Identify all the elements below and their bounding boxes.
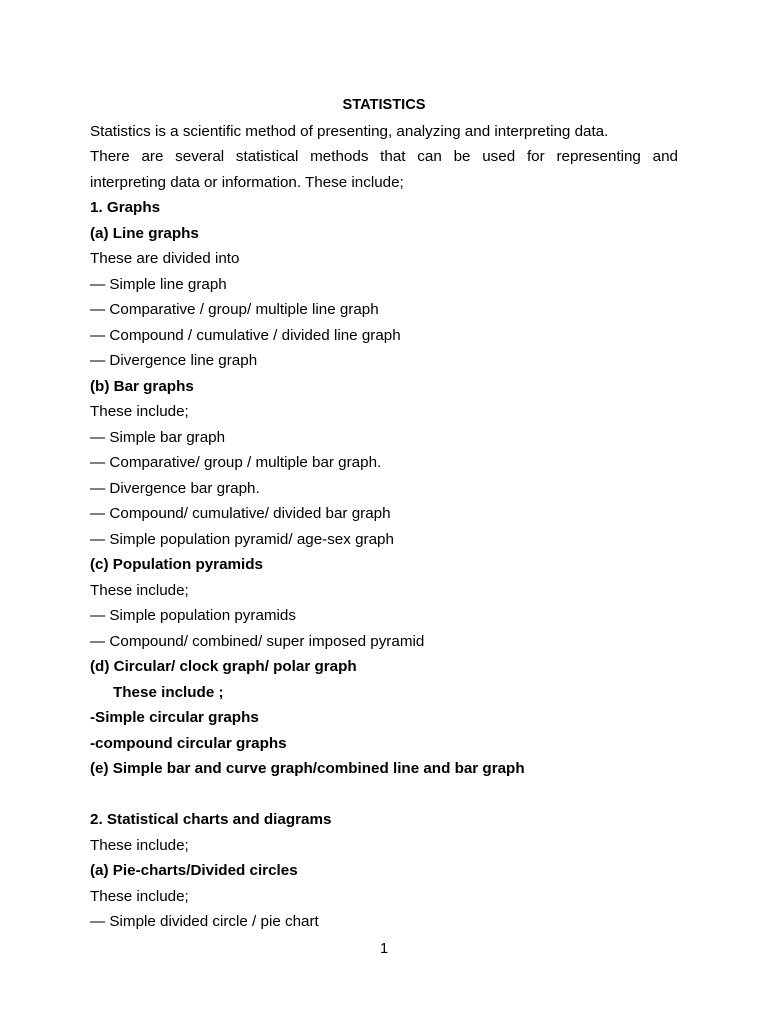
page-title: STATISTICS (342, 97, 426, 113)
list-item: — Simple line graph (90, 275, 227, 293)
list-item: — Simple population pyramids (90, 607, 296, 624)
subheading-line-graphs: (a) Line graphs (90, 224, 199, 242)
spacer (90, 782, 678, 808)
subheading-bar-graphs: (b) Bar graphs (90, 377, 194, 395)
page-number: 1 (379, 941, 389, 957)
line-graphs-intro: These are divided into (90, 250, 240, 267)
list-item: — Comparative/ group / multiple bar graph. (90, 454, 382, 471)
charts-intro: These include; (90, 836, 189, 854)
circular-graphs-intro: These include ; (113, 683, 224, 701)
section-heading-graphs: 1. Graphs (90, 199, 161, 216)
list-item: — Comparative / group/ multiple line graph (90, 301, 379, 318)
subheading-circular-graphs: (d) Circular/ clock graph/ polar graph (90, 658, 357, 675)
section-heading-charts: 2. Statistical charts and diagrams (90, 811, 332, 828)
subheading-population-pyramids: (c) Population pyramids (90, 556, 263, 573)
pie-charts-intro: These include; (90, 887, 189, 905)
list-item: — Divergence line graph (90, 352, 258, 369)
list-item: — Simple population pyramid/ age-sex graph (90, 530, 394, 548)
list-item: — Compound/ combined/ super imposed pyramid (90, 632, 425, 650)
methods-paragraph-line-2: interpreting data or information. These include; (90, 173, 404, 191)
list-item: — Compound / cumulative / divided line graph (90, 326, 401, 344)
list-item: -Simple circular graphs (90, 709, 259, 726)
population-pyramids-intro: These include; (90, 581, 189, 599)
intro-paragraph: Statistics is a scientific method of presenting, analyzing and interpreting data. (90, 122, 609, 140)
methods-paragraph-line-1: There are several statistical methods that can be used for representing and (90, 148, 678, 165)
list-item: — Simple divided circle / pie chart (90, 913, 319, 930)
list-item: — Compound/ cumulative/ divided bar graph (90, 505, 391, 522)
list-item: — Simple bar graph (90, 428, 226, 446)
list-item: -compound circular graphs (90, 734, 287, 752)
list-item: — Divergence bar graph. (90, 479, 260, 497)
subheading-pie-charts: (a) Pie-charts/Divided circles (90, 862, 298, 879)
bar-graphs-intro: These include; (90, 403, 189, 420)
document-body (90, 93, 678, 935)
subheading-combined-graph: (e) Simple bar and curve graph/combined line and bar graph (90, 760, 525, 777)
